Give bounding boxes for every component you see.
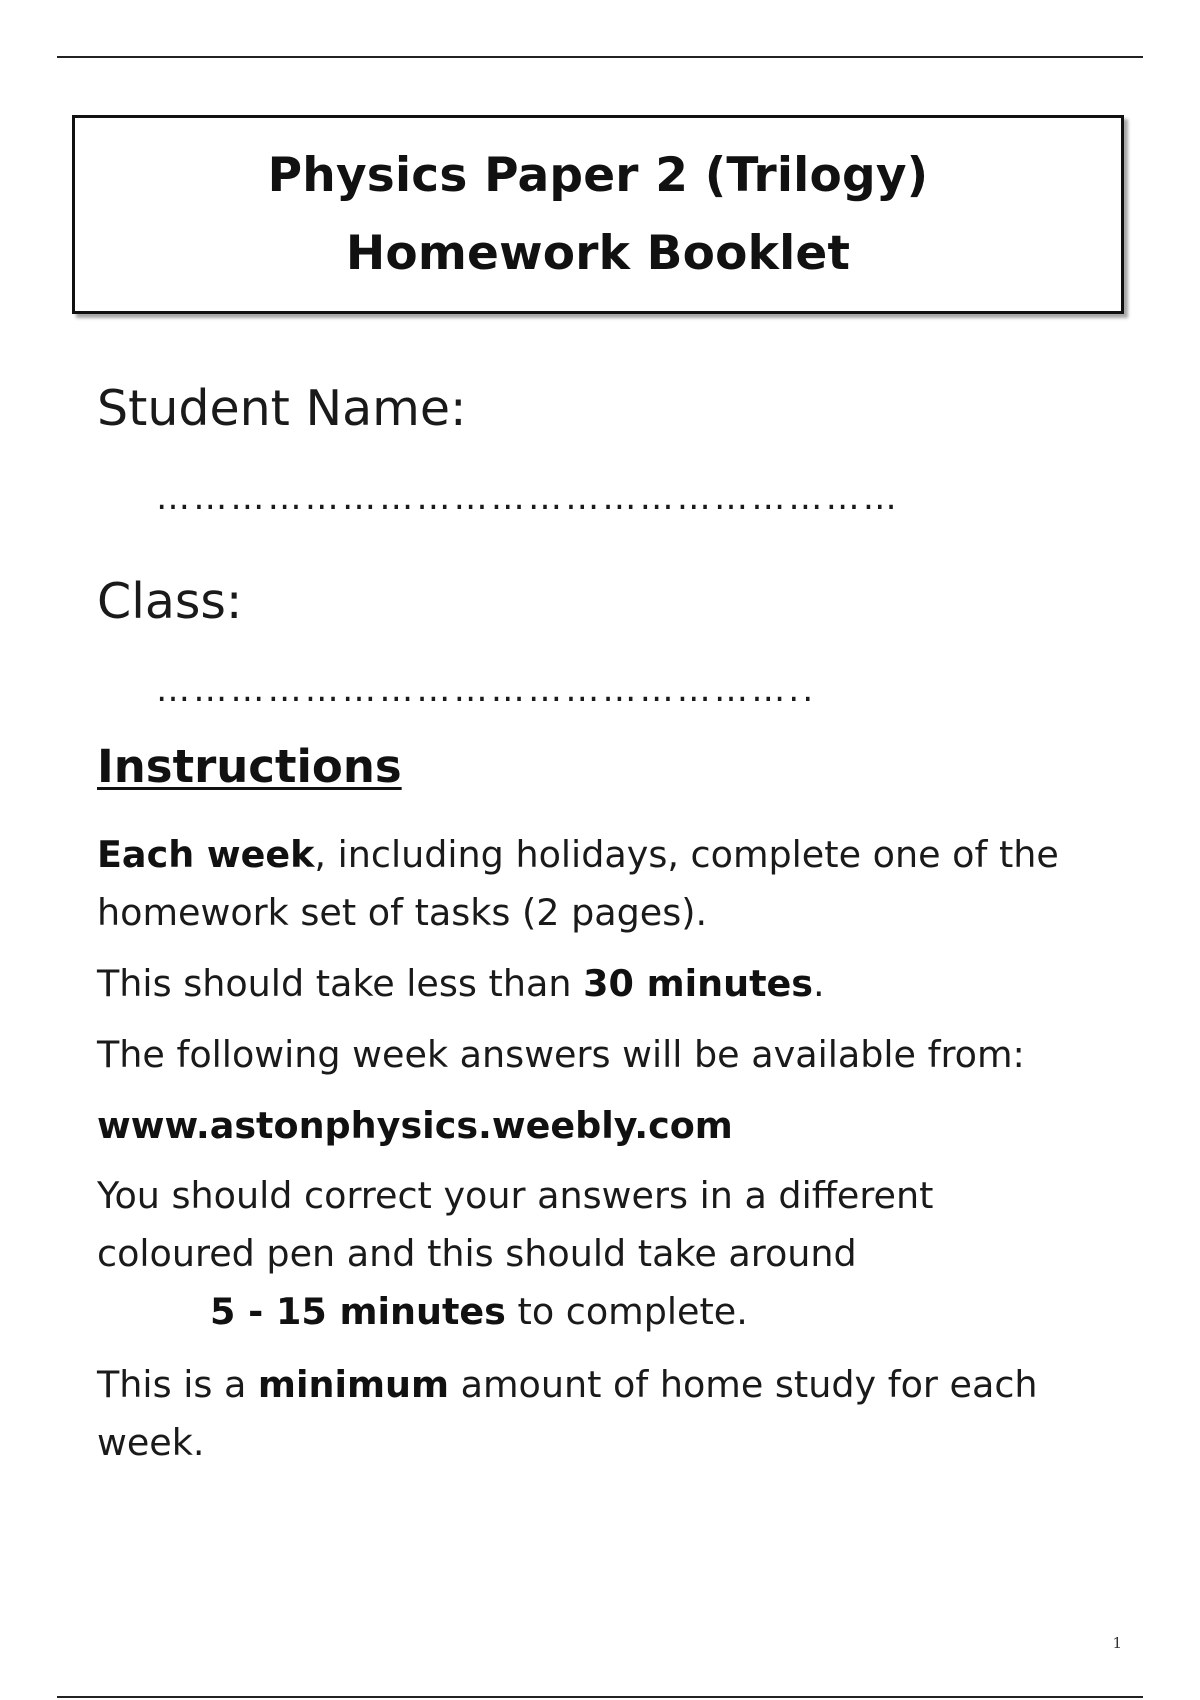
minimum-bold: minimum [257,1363,450,1406]
title-line-1: Physics Paper 2 (Trilogy) [267,147,929,203]
correct-duration-bold: 5 - 15 minutes [210,1290,506,1333]
instruction-each-week [97,826,1127,942]
time-bold: 30 minutes [583,962,814,1005]
instructions-heading: Instructions [97,740,402,793]
instruction-time [97,955,1127,1013]
answers-url: www.astonphysics.weebly.com [97,1104,733,1147]
correct-text: You should correct your answers in a different coloured pen and this should take around [97,1174,934,1275]
each-week-text: , including holidays, complete one of the homework set of tasks (2 pages). [97,833,1059,934]
correct-duration-line [97,1283,1027,1341]
title-line-2: Homework Booklet [345,225,851,281]
instruction-correct [97,1167,1027,1341]
each-week-bold: Each week [97,833,315,876]
instruction-url [97,1097,1127,1155]
title-box [72,115,1124,314]
minimum-text-post: amount of home study for each week. [97,1363,1038,1464]
instruction-answers: The following week answers will be available from: [97,1033,1025,1076]
class-dotted-line: …………………………………………….. [156,670,817,710]
student-name-label: Student Name: [97,380,467,437]
bottom-rule [57,1696,1143,1698]
class-label: Class: [97,573,243,630]
minimum-text-pre: This is a [97,1363,258,1406]
top-rule [57,56,1143,58]
time-text-post: . [813,962,825,1005]
student-name-dotted-line: …………………………………………………… [156,478,900,518]
instruction-minimum [97,1356,1097,1472]
page-number: 1 [1112,1634,1122,1652]
time-text-pre: This should take less than [97,962,584,1005]
correct-duration-post: to complete. [505,1290,748,1333]
